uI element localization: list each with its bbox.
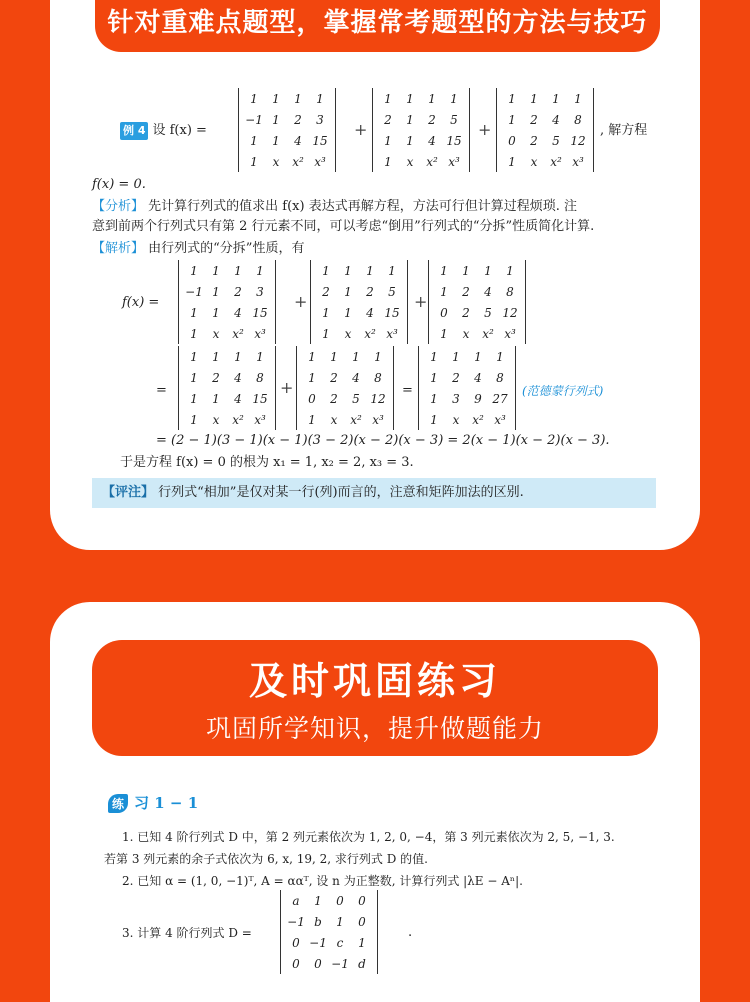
matrix-cell: 1 — [212, 349, 220, 364]
matrix-cell: 1 — [190, 326, 198, 341]
matrix-cell: x² — [350, 412, 362, 427]
matrix-cell: −1 — [245, 112, 263, 127]
plus-sign: + — [478, 120, 492, 139]
matrix-cell: 8 — [496, 370, 504, 385]
matrix-cell: 2 — [384, 112, 392, 127]
matrix-cell: 2 — [452, 370, 460, 385]
matrix-cell: 1 — [308, 349, 316, 364]
matrix-cell: 1 — [440, 284, 448, 299]
exercise-badge: 练 — [108, 794, 128, 813]
practice-banner — [92, 640, 658, 756]
matrix-cell: 4 — [366, 305, 374, 320]
matrix-cell: −1 — [309, 935, 327, 950]
matrix-cell: x³ — [494, 412, 506, 427]
matrix-cell: 1 — [212, 391, 220, 406]
example-line2: f(x) = 0. — [92, 177, 146, 192]
matrix-cell: x³ — [448, 154, 460, 169]
matrix-cell: x — [530, 154, 538, 169]
matrix-cell: x — [272, 154, 280, 169]
matrix-cell: x — [330, 412, 338, 427]
plus-sign: + — [414, 292, 428, 311]
top-banner: 针对重难点题型，掌握常考题型的方法与技巧 — [95, 0, 660, 52]
matrix-cell: 1 — [322, 326, 330, 341]
matrix-cell: 1 — [462, 263, 470, 278]
matrix-cell: a — [292, 893, 300, 908]
exercise-q3-period: . — [408, 925, 413, 940]
solution-result: = (2 − 1)(3 − 1)(x − 1)(3 − 2)(x − 2)(x − 3) = 2(x − 1)(x − 2)(x − 3). — [156, 433, 610, 448]
matrix-cell: 1 — [272, 112, 280, 127]
matrix-cell: x³ — [572, 154, 584, 169]
example-label: 例 4 — [120, 122, 148, 140]
solution-determinant-3 — [428, 260, 526, 344]
matrix-cell: 1 — [406, 112, 414, 127]
matrix-cell: 8 — [506, 284, 514, 299]
solution-roots: 于是方程 f(x) = 0 的根为 x₁ = 1, x₂ = 2, x₃ = 3. — [120, 455, 414, 470]
matrix-cell: x³ — [504, 326, 516, 341]
matrix-cell: 4 — [484, 284, 492, 299]
matrix-cell: 1 — [294, 91, 302, 106]
matrix-cell: 2 — [462, 284, 470, 299]
matrix-cell: 1 — [552, 91, 560, 106]
solution-determinant-4 — [178, 346, 276, 430]
matrix-cell: x — [212, 326, 220, 341]
matrix-cell: 0 — [358, 893, 366, 908]
analysis-line2: 意到前两个行列式只有第 2 行元素不同，可以考虑“倒用”行列式的“分拆”性质简化计算. — [92, 219, 595, 234]
matrix-cell: 1 — [430, 391, 438, 406]
matrix-cell: 4 — [294, 133, 302, 148]
matrix-cell: 12 — [570, 133, 586, 148]
matrix-cell: 1 — [322, 263, 330, 278]
matrix-cell: 0 — [292, 935, 300, 950]
matrix-cell: x³ — [372, 412, 384, 427]
analysis-line1: 【分析】 先计算行列式的值求出 f(x) 表达式再解方程，方法可行但计算过程烦琐. 注 — [92, 199, 577, 214]
matrix-cell: 1 — [430, 412, 438, 427]
matrix-cell: 1 — [316, 91, 324, 106]
matrix-cell: 1 — [530, 91, 538, 106]
plus-sign: + — [294, 292, 308, 311]
matrix-cell: 1 — [474, 349, 482, 364]
matrix-cell: 1 — [190, 370, 198, 385]
matrix-cell: 3 — [256, 284, 264, 299]
matrix-cell: −1 — [185, 284, 203, 299]
matrix-cell: 1 — [212, 284, 220, 299]
matrix-cell: x² — [232, 326, 244, 341]
matrix-cell: 1 — [384, 91, 392, 106]
matrix-cell: 27 — [492, 391, 508, 406]
matrix-cell: x — [344, 326, 352, 341]
matrix-cell: 1 — [250, 91, 258, 106]
matrix-cell: 1 — [344, 263, 352, 278]
matrix-cell: c — [336, 935, 344, 950]
matrix-cell: x² — [472, 412, 484, 427]
exercise-header: 练 习 1 − 1 — [108, 792, 198, 813]
matrix-cell: 3 — [452, 391, 460, 406]
matrix-cell: 4 — [234, 370, 242, 385]
comment-box: 【评注】 行列式“相加”是仅对某一行(列)而言的，注意和矩阵加法的区别. — [92, 478, 656, 508]
solution-determinant-2 — [310, 260, 408, 344]
matrix-cell: 1 — [406, 133, 414, 148]
matrix-cell: 1 — [190, 349, 198, 364]
matrix-cell: −1 — [331, 956, 349, 971]
matrix-cell: 1 — [352, 349, 360, 364]
matrix-cell: 2 — [322, 284, 330, 299]
matrix-cell: x² — [550, 154, 562, 169]
matrix-cell: 1 — [450, 91, 458, 106]
matrix-cell: 1 — [190, 412, 198, 427]
determinant-3 — [496, 88, 594, 172]
example-intro: 例 4 设 f(x) = — [120, 122, 207, 140]
determinant-2 — [372, 88, 470, 172]
equals-sign: = — [402, 383, 413, 398]
matrix-cell: 1 — [234, 263, 242, 278]
matrix-cell: x — [406, 154, 414, 169]
matrix-cell: 4 — [474, 370, 482, 385]
matrix-cell: 1 — [452, 349, 460, 364]
practice-subtitle: 巩固所学知识，提升做题能力 — [205, 714, 544, 743]
matrix-cell: 5 — [450, 112, 458, 127]
matrix-cell: 1 — [406, 91, 414, 106]
matrix-cell: 1 — [314, 893, 322, 908]
matrix-cell: 1 — [190, 391, 198, 406]
matrix-cell: 2 — [330, 370, 338, 385]
matrix-cell: 4 — [352, 370, 360, 385]
matrix-cell: 0 — [508, 133, 516, 148]
plus-sign: + — [354, 120, 368, 139]
matrix-cell: 1 — [358, 935, 366, 950]
matrix-cell: 1 — [484, 263, 492, 278]
matrix-cell: 1 — [366, 263, 374, 278]
matrix-cell: 1 — [374, 349, 382, 364]
matrix-cell: d — [358, 956, 366, 971]
matrix-cell: 4 — [428, 133, 436, 148]
matrix-cell: x² — [292, 154, 304, 169]
matrix-cell: 1 — [250, 154, 258, 169]
matrix-cell: 2 — [428, 112, 436, 127]
matrix-cell: 2 — [294, 112, 302, 127]
matrix-cell: 1 — [430, 370, 438, 385]
vandermonde-determinant — [418, 346, 516, 430]
matrix-cell: 1 — [508, 112, 516, 127]
exercise-q1-line1: 1. 已知 4 阶行列式 D 中，第 2 列元素依次为 1, 2, 0, −4，第 3 列元素依次为 2, 5, −1, 3. — [122, 830, 615, 844]
matrix-cell: 1 — [272, 91, 280, 106]
matrix-cell: 1 — [322, 305, 330, 320]
matrix-cell: x² — [482, 326, 494, 341]
comment-tag: 【评注】 — [102, 485, 155, 500]
matrix-cell: 1 — [308, 412, 316, 427]
matrix-cell: 8 — [256, 370, 264, 385]
solution-determinant-5 — [296, 346, 394, 430]
matrix-cell: 1 — [256, 263, 264, 278]
matrix-cell: x² — [232, 412, 244, 427]
matrix-cell: 1 — [234, 349, 242, 364]
solution-line1: 【解析】 由行列式的“分拆”性质，有 — [92, 241, 305, 256]
matrix-cell: x³ — [386, 326, 398, 341]
matrix-cell: x³ — [254, 326, 266, 341]
matrix-cell: 15 — [252, 391, 268, 406]
matrix-cell: 5 — [352, 391, 360, 406]
matrix-cell: 1 — [308, 370, 316, 385]
matrix-cell: 0 — [292, 956, 300, 971]
matrix-cell: 12 — [502, 305, 518, 320]
matrix-cell: 1 — [428, 91, 436, 106]
matrix-cell: 4 — [234, 391, 242, 406]
matrix-cell: 1 — [440, 263, 448, 278]
matrix-cell: x — [452, 412, 460, 427]
matrix-cell: 1 — [190, 305, 198, 320]
matrix-cell: 5 — [552, 133, 560, 148]
matrix-cell: 1 — [574, 91, 582, 106]
matrix-cell: x² — [426, 154, 438, 169]
solution-determinant-1 — [178, 260, 276, 344]
matrix-cell: 1 — [212, 263, 220, 278]
matrix-cell: 2 — [212, 370, 220, 385]
matrix-cell: 15 — [446, 133, 462, 148]
matrix-cell: −1 — [287, 914, 305, 929]
matrix-cell: 0 — [336, 893, 344, 908]
exercise-q3: 3. 计算 4 阶行列式 D = — [122, 926, 252, 940]
matrix-cell: 0 — [440, 305, 448, 320]
matrix-cell: 0 — [358, 914, 366, 929]
matrix-cell: 1 — [344, 284, 352, 299]
matrix-cell: 12 — [370, 391, 386, 406]
matrix-cell: 4 — [552, 112, 560, 127]
matrix-cell: 3 — [316, 112, 324, 127]
exercise-q1-line2: 若第 3 列元素的余子式依次为 6, x, 19, 2, 求行列式 D 的值. — [104, 852, 428, 866]
matrix-cell: 4 — [234, 305, 242, 320]
matrix-cell: 2 — [530, 133, 538, 148]
matrix-cell: 1 — [250, 133, 258, 148]
matrix-cell: 2 — [366, 284, 374, 299]
matrix-cell: 1 — [430, 349, 438, 364]
matrix-cell: 0 — [314, 956, 322, 971]
matrix-cell: 2 — [462, 305, 470, 320]
analysis-tag: 【分析】 — [92, 199, 145, 214]
matrix-cell: 15 — [384, 305, 400, 320]
matrix-cell: 1 — [496, 349, 504, 364]
matrix-cell: 1 — [336, 914, 344, 929]
matrix-cell: x — [462, 326, 470, 341]
matrix-cell: 1 — [384, 154, 392, 169]
matrix-cell: 2 — [530, 112, 538, 127]
vandermonde-annotation: (范德蒙行列式) — [522, 384, 604, 398]
matrix-cell: 1 — [330, 349, 338, 364]
solution-tag: 【解析】 — [92, 241, 145, 256]
matrix-cell: 1 — [508, 154, 516, 169]
matrix-cell: 1 — [506, 263, 514, 278]
equals-sign: = — [156, 383, 167, 398]
matrix-cell: b — [314, 914, 322, 929]
example-tail: , 解方程 — [600, 123, 648, 138]
matrix-cell: 1 — [440, 326, 448, 341]
matrix-cell: x³ — [314, 154, 326, 169]
matrix-cell: 1 — [388, 263, 396, 278]
matrix-cell: 0 — [308, 391, 316, 406]
matrix-cell: 15 — [312, 133, 328, 148]
exercise-q2: 2. 已知 α = (1, 0, −1)ᵀ, A = ααᵀ, 设 n 为正整数, 计算行列式 |λE − Aⁿ|. — [122, 874, 523, 888]
matrix-cell: 9 — [474, 391, 482, 406]
matrix-cell: x² — [364, 326, 376, 341]
matrix-cell: 15 — [252, 305, 268, 320]
matrix-cell: 2 — [330, 391, 338, 406]
matrix-cell: 1 — [256, 349, 264, 364]
exercise-determinant — [280, 890, 378, 974]
plus-sign: + — [280, 378, 294, 397]
matrix-cell: 5 — [388, 284, 396, 299]
matrix-cell: x — [212, 412, 220, 427]
matrix-cell: 5 — [484, 305, 492, 320]
matrix-cell: 1 — [190, 263, 198, 278]
matrix-cell: 1 — [212, 305, 220, 320]
matrix-cell: 8 — [574, 112, 582, 127]
matrix-cell: 1 — [384, 133, 392, 148]
matrix-cell: 1 — [272, 133, 280, 148]
matrix-cell: 2 — [234, 284, 242, 299]
matrix-cell: 1 — [508, 91, 516, 106]
determinant-1 — [238, 88, 336, 172]
practice-title: 及时巩固练习 — [248, 659, 501, 703]
matrix-cell: 8 — [374, 370, 382, 385]
matrix-cell: 1 — [344, 305, 352, 320]
matrix-cell: x³ — [254, 412, 266, 427]
fx-label: f(x) = — [122, 295, 160, 310]
